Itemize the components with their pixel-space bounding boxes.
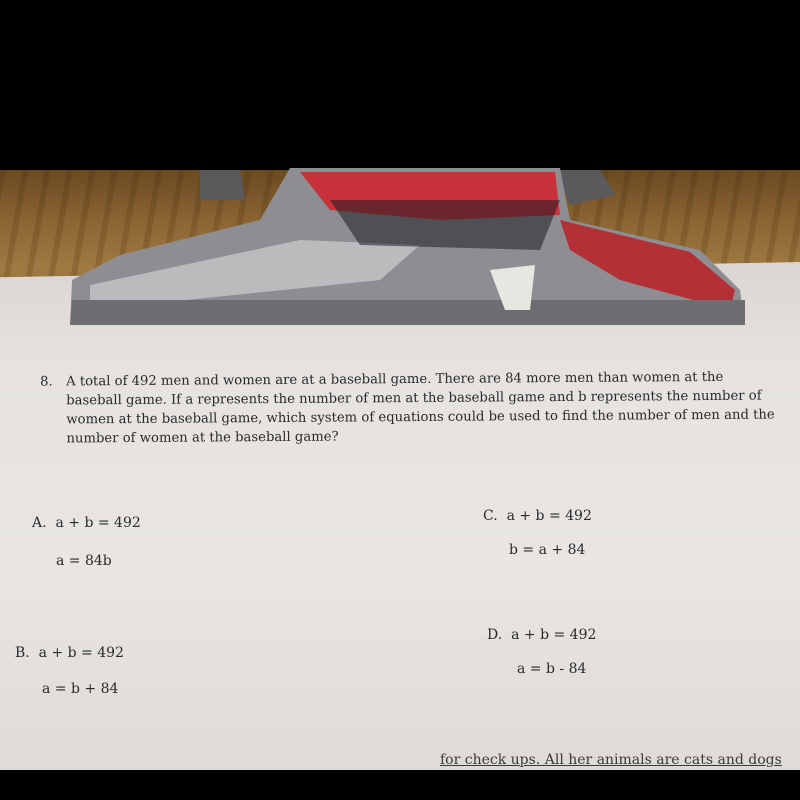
choice-b: [15, 645, 124, 697]
choice-c-label: C.: [483, 508, 498, 524]
question-text: A total of 492 men and women are at a baseball game. There are 84 more men than women at the baseball game. If a represents the number of men at the baseball game and b represents the number of women at the baseball game, which system of equations could be used to find the number of men and the number of women at the baseball game?: [66, 369, 775, 447]
choice-d-equation-1: a + b = 492: [511, 627, 597, 643]
question-number: 8.: [40, 374, 53, 390]
choice-d: [487, 627, 596, 677]
choice-d-label: D.: [487, 627, 503, 643]
choice-a: [32, 515, 141, 569]
choice-b-equation-2: a = b + 84: [42, 681, 119, 697]
dark-background-top: [0, 0, 800, 172]
clipboard-clip-icon: [0, 160, 800, 340]
choice-b-equation-1: a + b = 492: [38, 645, 124, 661]
choice-a-equation-1: a + b = 492: [55, 515, 141, 531]
choice-a-label: A.: [32, 515, 47, 531]
choice-c: [483, 508, 592, 558]
choice-a-equation-2: a = 84b: [56, 553, 112, 569]
choice-b-label: B.: [15, 645, 30, 661]
next-page-text: for check ups. All her animals are cats and dogs: [440, 752, 782, 768]
choice-c-equation-1: a + b = 492: [506, 508, 592, 524]
dark-background-bottom: [0, 770, 800, 800]
choice-d-equation-2: a = b - 84: [517, 661, 587, 677]
choice-c-equation-2: b = a + 84: [509, 542, 586, 558]
